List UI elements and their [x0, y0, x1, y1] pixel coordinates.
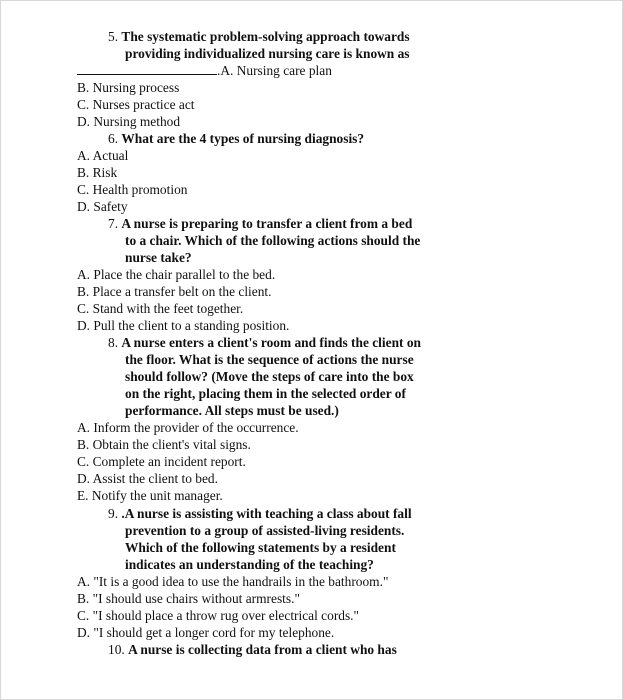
question-8-stem-line-3: should follow? (Move the steps of care into the box: [125, 369, 414, 384]
question-9-stem-line-1: [108, 505, 412, 522]
answer-blank: [77, 62, 217, 75]
question-6-stem-line-1: [108, 130, 364, 147]
question-5-inline-answer: .A. Nursing care plan: [217, 63, 332, 78]
question-9-number: 9.: [108, 506, 119, 521]
question-8-stem-line-4: on the right, placing them in the selected order of: [125, 386, 406, 401]
question-8-option-c: C. Complete an incident report.: [77, 454, 246, 469]
question-9-stem-line-4: indicates an understanding of the teaching?: [125, 557, 374, 572]
question-5-stem-text: The systematic problem-solving approach towards: [121, 29, 410, 44]
question-6-option-c: C. Health promotion: [77, 182, 188, 197]
question-5-option-c: C. Nurses practice act: [77, 97, 195, 112]
question-6-option-a: A. Actual: [77, 148, 129, 163]
question-7-option-a: A. Place the chair parallel to the bed.: [77, 267, 276, 282]
question-10-number: 10.: [108, 642, 125, 657]
question-7-stem-line-2: to a chair. Which of the following actions should the: [125, 233, 421, 248]
question-5-stem-line-1: [108, 28, 410, 45]
question-9-stem-text: .A nurse is assisting with teaching a class about fall: [121, 506, 412, 521]
question-9-option-d: D. "I should get a longer cord for my telephone.: [77, 625, 335, 640]
question-8-option-d: D. Assist the client to bed.: [77, 471, 218, 486]
question-8-option-b: B. Obtain the client's vital signs.: [77, 437, 251, 452]
question-5-answer-line: [77, 62, 332, 79]
question-9-option-c: C. "I should place a throw rug over electrical cords.": [77, 608, 359, 623]
question-6-option-d: D. Safety: [77, 199, 128, 214]
question-6-number: 6.: [108, 131, 119, 146]
question-8-option-e: E. Notify the unit manager.: [77, 488, 223, 503]
question-6-stem-text: What are the 4 types of nursing diagnosis?: [121, 131, 365, 146]
question-8-stem-line-5: performance. All steps must be used.): [125, 403, 339, 418]
question-8-stem-text: A nurse enters a client's room and finds the client on: [121, 335, 421, 350]
question-8-number: 8.: [108, 335, 119, 350]
question-10-stem-line-1: [108, 641, 397, 658]
question-8-stem-line-1: [108, 334, 421, 351]
question-9-option-a: A. "It is a good idea to use the handrails in the bathroom.": [77, 574, 389, 589]
question-9-option-b: B. "I should use chairs without armrests.": [77, 591, 300, 606]
question-5-option-b: B. Nursing process: [77, 80, 180, 95]
question-7-option-c: C. Stand with the feet together.: [77, 301, 244, 316]
question-5-number: 5.: [108, 29, 119, 44]
question-9-stem-line-3: Which of the following statements by a resident: [125, 540, 396, 555]
question-6-option-b: B. Risk: [77, 165, 118, 180]
question-9-stem-line-2: prevention to a group of assisted-living residents.: [125, 523, 405, 538]
question-8-option-a: A. Inform the provider of the occurrence.: [77, 420, 299, 435]
question-5-stem-line-2: providing individualized nursing care is known as: [125, 46, 410, 61]
question-7-stem-line-1: [108, 215, 412, 232]
question-8-stem-line-2: the floor. What is the sequence of actions the nurse: [125, 352, 414, 367]
question-7-option-d: D. Pull the client to a standing position.: [77, 318, 290, 333]
question-5-option-d: D. Nursing method: [77, 114, 181, 129]
question-7-stem-line-3: nurse take?: [125, 250, 192, 265]
question-7-option-b: B. Place a transfer belt on the client.: [77, 284, 272, 299]
question-7-number: 7.: [108, 216, 119, 231]
question-10-stem-text: A nurse is collecting data from a client who has: [128, 642, 397, 657]
question-7-stem-text: A nurse is preparing to transfer a client from a bed: [121, 216, 413, 231]
